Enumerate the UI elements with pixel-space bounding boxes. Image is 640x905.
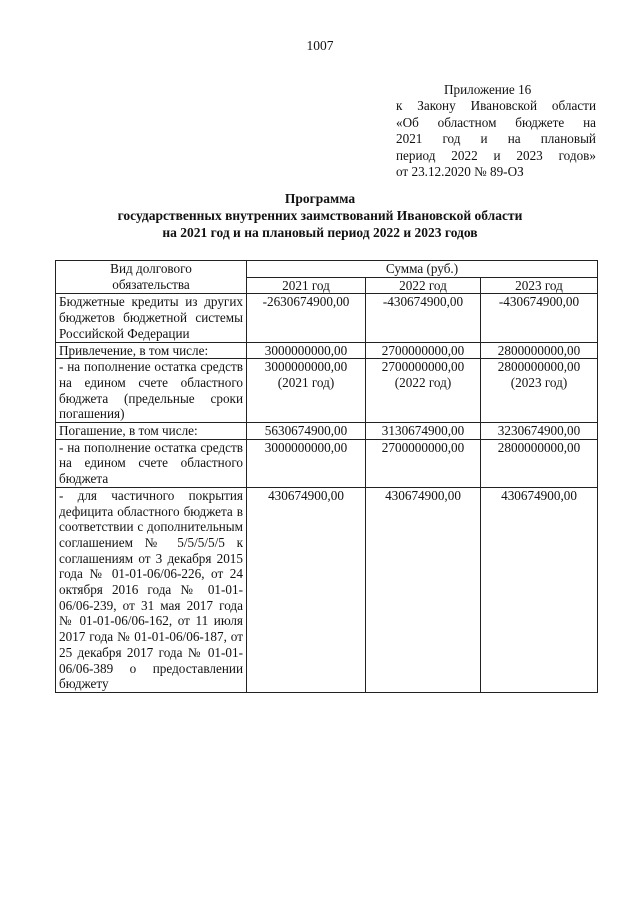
header-obligation-type	[56, 261, 247, 294]
header-year: 2023 год	[481, 277, 598, 294]
table-row	[56, 487, 598, 692]
row-value: 3000000000,00	[247, 439, 366, 487]
row-note: (2023 год)	[510, 374, 568, 390]
appendix-line: от 23.12.2020 № 89-ОЗ	[396, 164, 524, 180]
row-value: 2800000000,00	[481, 342, 598, 359]
row-value: 3000000000,00	[247, 342, 366, 359]
table-header-row	[56, 261, 598, 278]
appendix-line: период 2022 и 2023 годов»	[396, 147, 596, 163]
row-note: (2022 год)	[394, 374, 452, 390]
borrowing-program-table	[55, 260, 598, 693]
heading-line: на 2021 год и на плановый период 2022 и 2023 годов	[162, 225, 478, 240]
row-name: - на пополнение остатка средств на едином счете областного бюджета (предельные сроки погашения)	[56, 359, 247, 423]
appendix-line: «Об областном бюджете на	[396, 114, 596, 130]
row-value: 430674900,00	[247, 487, 366, 692]
row-name: - для частичного покрытия дефицита областного бюджета в соответствии с дополнительным соглашением № 5/5/5/5/5 к соглашениям от 3 декабря 2015 года № 01-01-06/06-226, от 24 октября 2016 года № 01-01-06/06-239, от 31 мая 2017 года № 01-01-06/06-162, от 11 июля 2017 года № 01-01-06/06-187, от 25 декабря 2017 года № 01-01-06/06-389 о предоставлении бюджету	[56, 487, 247, 692]
header-type-line: Вид долгового	[110, 261, 192, 276]
page-number: 1007	[306, 38, 334, 53]
heading-line: Программа	[284, 191, 356, 206]
row-value-cell	[366, 359, 481, 423]
appendix-line: к Закону Ивановской области	[396, 98, 596, 114]
row-value: 2700000000,00	[366, 342, 481, 359]
row-value: 2800000000,00	[497, 359, 581, 375]
table-row	[56, 423, 598, 440]
row-value: -430674900,00	[481, 294, 598, 342]
appendix-line: 2021 год и на плановый	[396, 131, 596, 147]
table-row	[56, 439, 598, 487]
row-value: 3230674900,00	[481, 423, 598, 440]
row-value-cell	[247, 359, 366, 423]
document-heading	[0, 190, 640, 241]
row-value: 430674900,00	[481, 487, 598, 692]
row-note: (2021 год)	[277, 374, 335, 390]
table-row	[56, 342, 598, 359]
header-type-line: обязательства	[112, 276, 190, 292]
row-value: -430674900,00	[366, 294, 481, 342]
header-year: 2021 год	[247, 277, 366, 294]
row-name: Привлечение, в том числе:	[56, 342, 247, 359]
row-value: 430674900,00	[366, 487, 481, 692]
row-value-cell	[481, 359, 598, 423]
row-value: 2700000000,00	[366, 439, 481, 487]
row-value: 2800000000,00	[481, 439, 598, 487]
row-value: 2700000000,00	[381, 359, 465, 375]
row-value: -2630674900,00	[247, 294, 366, 342]
row-value: 5630674900,00	[247, 423, 366, 440]
table-row	[56, 359, 598, 423]
row-name: Бюджетные кредиты из других бюджетов бюджетной системы Российской Федерации	[56, 294, 247, 342]
header-sum: Сумма (руб.)	[247, 261, 598, 278]
row-name: - на пополнение остатка средств на едином счете областного бюджета	[56, 439, 247, 487]
row-name: Погашение, в том числе:	[56, 423, 247, 440]
heading-line: государственных внутренних заимствований Ивановской области	[117, 208, 523, 223]
row-value: 3130674900,00	[366, 423, 481, 440]
row-value: 3000000000,00	[264, 359, 348, 375]
header-year: 2022 год	[366, 277, 481, 294]
appendix-block	[396, 82, 596, 180]
appendix-title: Приложение 16	[444, 82, 532, 97]
table-row	[56, 294, 598, 342]
